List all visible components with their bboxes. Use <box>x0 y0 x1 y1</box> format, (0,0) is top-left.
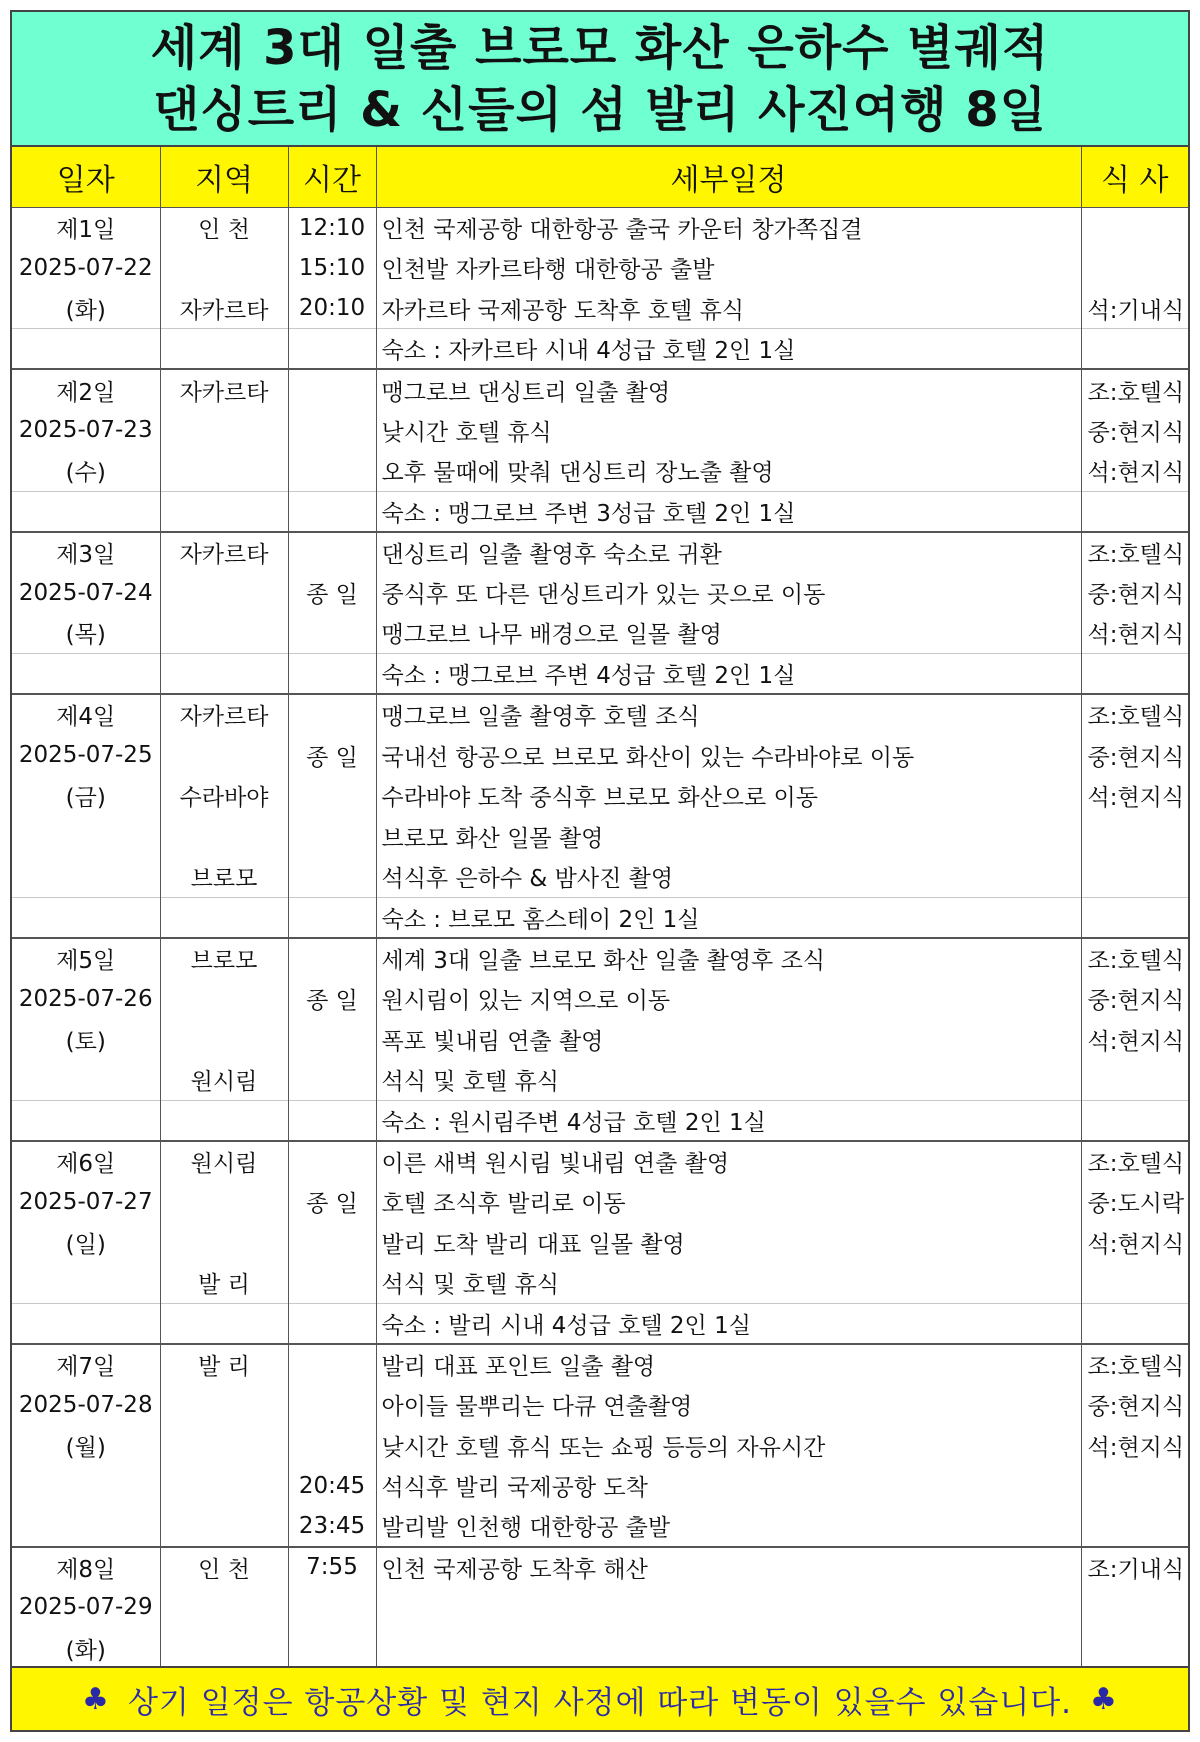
cell-time <box>288 816 376 857</box>
cell-detail: 맹그로브 일출 촬영후 호텔 조식 <box>376 694 1081 735</box>
cell-meal: 중:도시락 <box>1081 1181 1188 1222</box>
cell-time <box>288 857 376 898</box>
table-row <box>12 1222 1188 1263</box>
footer-notice <box>12 1666 1188 1730</box>
cell-detail: 석식후 발리 국제공항 도착 <box>376 1465 1081 1506</box>
cell-day: 2025-07-23 <box>12 410 160 451</box>
table-row <box>12 1547 1188 1588</box>
lodging-row <box>12 654 1188 695</box>
club-icon: ♣ <box>82 1681 110 1717</box>
cell-time <box>288 897 376 938</box>
header-detail: 세부일정 <box>376 147 1081 207</box>
table-row <box>12 735 1188 776</box>
cell-region <box>160 1303 288 1344</box>
cell-day: 2025-07-28 <box>12 1384 160 1425</box>
cell-day: (금) <box>12 775 160 816</box>
cell-region <box>160 1222 288 1263</box>
cell-day: (수) <box>12 451 160 492</box>
table-row <box>12 1059 1188 1100</box>
table-row <box>12 288 1188 329</box>
cell-meal: 석:현지식 <box>1081 1019 1188 1060</box>
cell-time: 15:10 <box>288 248 376 289</box>
cell-region: 자카르타 <box>160 369 288 410</box>
cell-meal <box>1081 1303 1188 1344</box>
cell-time: 종 일 <box>288 978 376 1019</box>
cell-day: 제8일 <box>12 1547 160 1588</box>
table-row <box>12 816 1188 857</box>
table-row <box>12 938 1188 979</box>
cell-day: 2025-07-22 <box>12 248 160 289</box>
cell-meal <box>1081 1628 1188 1669</box>
cell-time <box>288 532 376 573</box>
cell-meal: 조:호텔식 <box>1081 369 1188 410</box>
cell-region <box>160 248 288 289</box>
table-row <box>12 572 1188 613</box>
cell-meal: 중:현지식 <box>1081 572 1188 613</box>
cell-region: 자카르타 <box>160 694 288 735</box>
cell-region <box>160 1628 288 1669</box>
cell-time <box>288 775 376 816</box>
table-row <box>12 857 1188 898</box>
cell-time: 종 일 <box>288 572 376 613</box>
table-row <box>12 451 1188 492</box>
cell-time: 23:45 <box>288 1506 376 1547</box>
cell-time <box>288 369 376 410</box>
cell-time: 20:10 <box>288 288 376 329</box>
cell-detail: 호텔 조식후 발리로 이동 <box>376 1181 1081 1222</box>
table-row <box>12 207 1188 248</box>
cell-region: 원시림 <box>160 1141 288 1182</box>
cell-meal: 석:현지식 <box>1081 613 1188 654</box>
cell-time <box>288 329 376 370</box>
cell-detail: 브로모 화산 일몰 촬영 <box>376 816 1081 857</box>
cell-meal <box>1081 1059 1188 1100</box>
cell-meal <box>1081 1587 1188 1628</box>
cell-time <box>288 1344 376 1385</box>
cell-time: 7:55 <box>288 1547 376 1588</box>
cell-day: 2025-07-27 <box>12 1181 160 1222</box>
table-row <box>12 1628 1188 1669</box>
cell-region: 인 천 <box>160 1547 288 1588</box>
cell-detail: 숙소 : 맹그로브 주변 4성급 호텔 2인 1실 <box>376 654 1081 695</box>
cell-region: 자카르타 <box>160 532 288 573</box>
cell-time: 12:10 <box>288 207 376 248</box>
cell-time <box>288 1587 376 1628</box>
cell-day: 제5일 <box>12 938 160 979</box>
cell-meal: 석:현지식 <box>1081 1425 1188 1466</box>
cell-detail <box>376 1587 1081 1628</box>
cell-region: 원시림 <box>160 1059 288 1100</box>
cell-detail <box>376 1628 1081 1669</box>
cell-day: 제3일 <box>12 532 160 573</box>
cell-meal <box>1081 654 1188 695</box>
cell-region: 발 리 <box>160 1262 288 1303</box>
cell-day: (화) <box>12 1628 160 1669</box>
table-header-row <box>12 147 1188 207</box>
cell-detail: 숙소 : 맹그로브 주변 3성급 호텔 2인 1실 <box>376 491 1081 532</box>
cell-detail: 원시림이 있는 지역으로 이동 <box>376 978 1081 1019</box>
cell-time <box>288 1100 376 1141</box>
cell-detail: 국내선 항공으로 브로모 화산이 있는 수라바야로 이동 <box>376 735 1081 776</box>
cell-day: 2025-07-26 <box>12 978 160 1019</box>
table-row <box>12 978 1188 1019</box>
cell-time <box>288 1059 376 1100</box>
header-day: 일자 <box>12 147 160 207</box>
cell-day: 2025-07-24 <box>12 572 160 613</box>
cell-day: (토) <box>12 1019 160 1060</box>
cell-detail: 폭포 빛내림 연출 촬영 <box>376 1019 1081 1060</box>
cell-detail: 인천 국제공항 대한항공 출국 카운터 창가쪽집결 <box>376 207 1081 248</box>
cell-meal: 조:호텔식 <box>1081 938 1188 979</box>
header-region: 지역 <box>160 147 288 207</box>
footer-text: 상기 일정은 항공상황 및 현지 사정에 따라 변동이 있을수 있습니다. <box>127 1684 1073 1721</box>
table-row <box>12 369 1188 410</box>
table-row <box>12 1425 1188 1466</box>
cell-meal <box>1081 816 1188 857</box>
table-row <box>12 1344 1188 1385</box>
cell-meal: 조:호텔식 <box>1081 1344 1188 1385</box>
cell-day <box>12 1262 160 1303</box>
cell-time <box>288 694 376 735</box>
lodging-row <box>12 491 1188 532</box>
cell-day <box>12 1506 160 1547</box>
cell-day <box>12 1059 160 1100</box>
cell-detail: 세계 3대 일출 브로모 화산 일출 촬영후 조식 <box>376 938 1081 979</box>
cell-meal <box>1081 491 1188 532</box>
cell-region <box>160 451 288 492</box>
cell-day: 제4일 <box>12 694 160 735</box>
cell-meal: 중:현지식 <box>1081 410 1188 451</box>
cell-day: (목) <box>12 613 160 654</box>
table-row <box>12 1019 1188 1060</box>
cell-meal: 중:현지식 <box>1081 978 1188 1019</box>
cell-detail: 인천 국제공항 도착후 해산 <box>376 1547 1081 1588</box>
cell-day: (화) <box>12 288 160 329</box>
cell-day <box>12 1100 160 1141</box>
cell-time <box>288 410 376 451</box>
cell-meal: 중:현지식 <box>1081 1384 1188 1425</box>
cell-region: 브로모 <box>160 857 288 898</box>
cell-meal <box>1081 1465 1188 1506</box>
cell-region <box>160 572 288 613</box>
cell-meal <box>1081 1262 1188 1303</box>
cell-region <box>160 1465 288 1506</box>
cell-day <box>12 857 160 898</box>
cell-meal: 석:현지식 <box>1081 1222 1188 1263</box>
cell-detail: 낮시간 호텔 휴식 또는 쇼핑 등등의 자유시간 <box>376 1425 1081 1466</box>
title-line-1: 세계 3대 일출 브로모 화산 은하수 별궤적 <box>150 19 1050 76</box>
cell-day <box>12 329 160 370</box>
itinerary-sheet <box>10 10 1190 1732</box>
cell-meal: 석:현지식 <box>1081 775 1188 816</box>
cell-detail: 숙소 : 원시림주변 4성급 호텔 2인 1실 <box>376 1100 1081 1141</box>
cell-day: 제6일 <box>12 1141 160 1182</box>
cell-day: 2025-07-25 <box>12 735 160 776</box>
cell-day: (월) <box>12 1425 160 1466</box>
cell-day <box>12 1465 160 1506</box>
cell-day: 제2일 <box>12 369 160 410</box>
cell-time <box>288 938 376 979</box>
cell-meal: 조:기내식 <box>1081 1547 1188 1588</box>
cell-time <box>288 1425 376 1466</box>
club-icon: ♣ <box>1090 1681 1118 1717</box>
cell-time <box>288 1222 376 1263</box>
cell-region <box>160 410 288 451</box>
cell-detail: 맹그로브 나무 배경으로 일몰 촬영 <box>376 613 1081 654</box>
cell-meal: 중:현지식 <box>1081 735 1188 776</box>
table-row <box>12 410 1188 451</box>
cell-detail: 석식후 은하수 & 밤사진 촬영 <box>376 857 1081 898</box>
cell-time <box>288 1384 376 1425</box>
cell-region <box>160 897 288 938</box>
table-row <box>12 1181 1188 1222</box>
cell-detail: 인천발 자카르타행 대한항공 출발 <box>376 248 1081 289</box>
cell-region <box>160 1587 288 1628</box>
cell-time: 종 일 <box>288 735 376 776</box>
cell-meal <box>1081 207 1188 248</box>
cell-region <box>160 329 288 370</box>
cell-detail: 발리 도착 발리 대표 일몰 촬영 <box>376 1222 1081 1263</box>
cell-region <box>160 613 288 654</box>
cell-detail: 오후 물때에 맞춰 댄싱트리 장노출 촬영 <box>376 451 1081 492</box>
cell-time <box>288 1303 376 1344</box>
itinerary-title <box>12 12 1188 147</box>
cell-region <box>160 1506 288 1547</box>
cell-day: (일) <box>12 1222 160 1263</box>
table-row <box>12 775 1188 816</box>
cell-detail: 석식 및 호텔 휴식 <box>376 1059 1081 1100</box>
cell-time <box>288 1628 376 1669</box>
cell-time: 종 일 <box>288 1181 376 1222</box>
cell-detail: 자카르타 국제공항 도착후 호텔 휴식 <box>376 288 1081 329</box>
cell-region <box>160 1425 288 1466</box>
header-meal: 식 사 <box>1081 147 1188 207</box>
table-row <box>12 1587 1188 1628</box>
cell-region <box>160 1181 288 1222</box>
cell-region <box>160 1384 288 1425</box>
cell-region: 수라바야 <box>160 775 288 816</box>
itinerary-table <box>12 147 1188 1668</box>
cell-time <box>288 1019 376 1060</box>
cell-detail: 아이들 물뿌리는 다큐 연출촬영 <box>376 1384 1081 1425</box>
cell-day <box>12 816 160 857</box>
cell-time <box>288 451 376 492</box>
cell-region: 인 천 <box>160 207 288 248</box>
cell-region <box>160 1019 288 1060</box>
cell-meal <box>1081 329 1188 370</box>
cell-day <box>12 897 160 938</box>
cell-detail: 석식 및 호텔 휴식 <box>376 1262 1081 1303</box>
cell-detail: 숙소 : 자카르타 시내 4성급 호텔 2인 1실 <box>376 329 1081 370</box>
cell-day <box>12 654 160 695</box>
table-row <box>12 1506 1188 1547</box>
cell-meal: 석:기내식 <box>1081 288 1188 329</box>
table-row <box>12 1141 1188 1182</box>
cell-region <box>160 654 288 695</box>
itinerary-rows <box>12 207 1188 1668</box>
cell-meal <box>1081 1506 1188 1547</box>
cell-time <box>288 491 376 532</box>
cell-time: 20:45 <box>288 1465 376 1506</box>
cell-day: 제7일 <box>12 1344 160 1385</box>
lodging-row <box>12 1303 1188 1344</box>
cell-day <box>12 491 160 532</box>
table-row <box>12 1384 1188 1425</box>
cell-region: 자카르타 <box>160 288 288 329</box>
cell-meal: 조:호텔식 <box>1081 1141 1188 1182</box>
cell-day <box>12 1303 160 1344</box>
table-row <box>12 613 1188 654</box>
cell-detail: 이른 새벽 원시림 빛내림 연출 촬영 <box>376 1141 1081 1182</box>
cell-meal: 석:현지식 <box>1081 451 1188 492</box>
table-row <box>12 1262 1188 1303</box>
cell-meal <box>1081 857 1188 898</box>
cell-detail: 발리 대표 포인트 일출 촬영 <box>376 1344 1081 1385</box>
cell-detail: 맹그로브 댄싱트리 일출 촬영 <box>376 369 1081 410</box>
cell-detail: 숙소 : 브로모 홈스테이 2인 1실 <box>376 897 1081 938</box>
table-row <box>12 1465 1188 1506</box>
cell-region <box>160 816 288 857</box>
cell-day: 2025-07-29 <box>12 1587 160 1628</box>
cell-meal <box>1081 1100 1188 1141</box>
cell-day: 제1일 <box>12 207 160 248</box>
cell-detail: 숙소 : 발리 시내 4성급 호텔 2인 1실 <box>376 1303 1081 1344</box>
cell-meal: 조:호텔식 <box>1081 532 1188 573</box>
table-row <box>12 532 1188 573</box>
table-row <box>12 694 1188 735</box>
title-line-2: 댄싱트리 & 신들의 섬 발리 사진여행 8일 <box>152 81 1048 138</box>
cell-detail: 발리발 인천행 대한항공 출발 <box>376 1506 1081 1547</box>
table-row <box>12 248 1188 289</box>
cell-region <box>160 978 288 1019</box>
cell-region <box>160 735 288 776</box>
cell-region: 발 리 <box>160 1344 288 1385</box>
cell-detail: 낮시간 호텔 휴식 <box>376 410 1081 451</box>
cell-detail: 중식후 또 다른 댄싱트리가 있는 곳으로 이동 <box>376 572 1081 613</box>
cell-detail: 댄싱트리 일출 촬영후 숙소로 귀환 <box>376 532 1081 573</box>
header-time: 시간 <box>288 147 376 207</box>
cell-region <box>160 491 288 532</box>
cell-meal <box>1081 897 1188 938</box>
cell-meal: 조:호텔식 <box>1081 694 1188 735</box>
cell-region <box>160 1100 288 1141</box>
cell-meal <box>1081 248 1188 289</box>
cell-time <box>288 654 376 695</box>
lodging-row <box>12 1100 1188 1141</box>
lodging-row <box>12 329 1188 370</box>
cell-time <box>288 613 376 654</box>
lodging-row <box>12 897 1188 938</box>
cell-time <box>288 1141 376 1182</box>
cell-time <box>288 1262 376 1303</box>
cell-region: 브로모 <box>160 938 288 979</box>
cell-detail: 수라바야 도착 중식후 브로모 화산으로 이동 <box>376 775 1081 816</box>
